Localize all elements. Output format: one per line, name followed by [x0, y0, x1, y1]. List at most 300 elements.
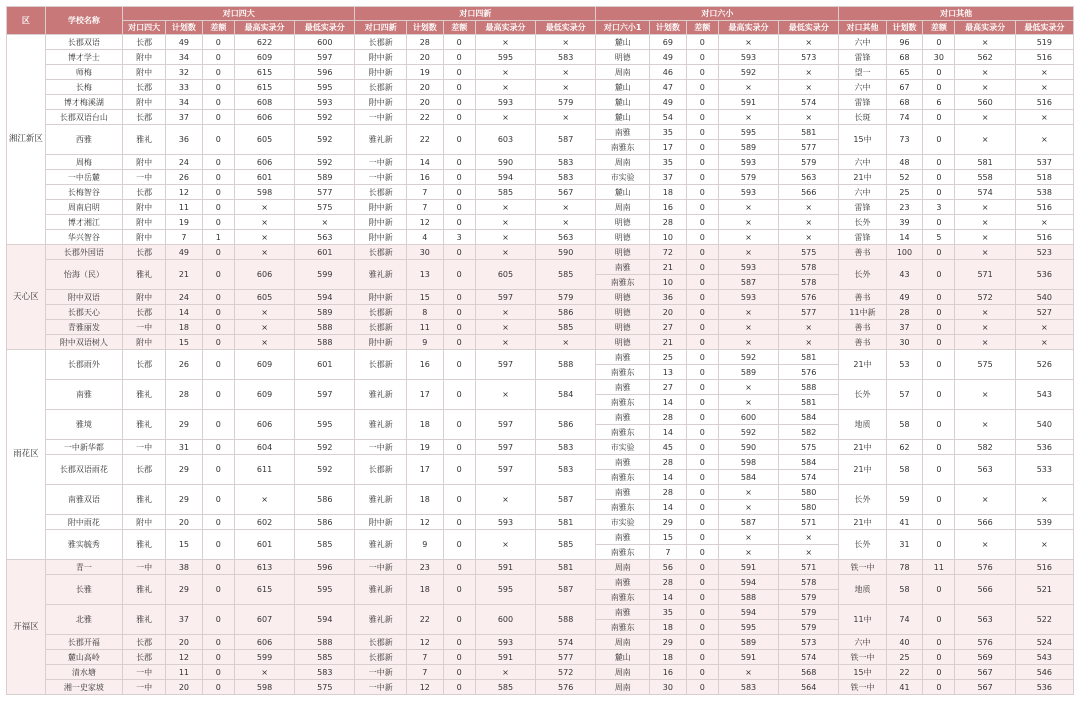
- score-cell: 附中新: [355, 65, 407, 80]
- score-cell: 21中: [839, 350, 886, 380]
- score-cell: 600: [295, 35, 355, 50]
- score-cell: 68: [886, 50, 923, 65]
- score-cell: 575: [779, 245, 839, 260]
- score-cell: 30: [650, 680, 687, 695]
- score-cell: 一中新: [355, 440, 407, 455]
- school-name-cell: 长梅智谷: [45, 185, 122, 200]
- header-cell: 最低实录分: [536, 21, 596, 35]
- score-cell: 27: [650, 380, 687, 395]
- score-cell: 593: [718, 260, 778, 275]
- table-row: [7, 350, 1074, 365]
- score-cell: 536: [1015, 680, 1073, 695]
- score-cell: 15中: [839, 125, 886, 155]
- score-cell: 0: [686, 200, 718, 215]
- score-cell: 596: [295, 560, 355, 575]
- score-cell: 594: [718, 605, 778, 620]
- score-cell: 46: [650, 65, 687, 80]
- score-cell: 599: [295, 260, 355, 290]
- score-cell: 0: [686, 560, 718, 575]
- header-row-top: [7, 7, 1074, 21]
- score-cell: 0: [443, 125, 475, 155]
- score-cell: 25: [886, 185, 923, 200]
- score-cell: 584: [536, 380, 596, 410]
- score-cell: 10: [650, 275, 687, 290]
- score-cell: ×: [955, 65, 1015, 80]
- score-cell: 0: [202, 290, 234, 305]
- score-cell: 雅礼新: [355, 410, 407, 440]
- score-cell: 长郡: [123, 80, 166, 95]
- score-cell: 一中新: [355, 155, 407, 170]
- score-cell: 49: [650, 50, 687, 65]
- score-cell: 605: [234, 290, 294, 305]
- score-cell: 0: [202, 200, 234, 215]
- score-cell: 588: [295, 335, 355, 350]
- score-cell: ×: [234, 320, 294, 335]
- score-cell: 六中: [839, 35, 886, 50]
- score-cell: 长郡新: [355, 350, 407, 380]
- score-cell: 25: [650, 350, 687, 365]
- school-name-cell: 周梅: [45, 155, 122, 170]
- score-cell: ×: [475, 485, 535, 515]
- score-cell: 576: [779, 365, 839, 380]
- score-cell: 595: [475, 50, 535, 65]
- school-name-cell: 长郡双语台山: [45, 110, 122, 125]
- score-cell: 0: [443, 305, 475, 320]
- score-cell: 0: [686, 320, 718, 335]
- score-cell: 0: [923, 605, 955, 635]
- score-cell: 574: [955, 185, 1015, 200]
- score-cell: 0: [202, 125, 234, 155]
- score-cell: 37: [886, 320, 923, 335]
- score-cell: ×: [234, 215, 294, 230]
- district-cell: 湘江新区: [7, 35, 46, 245]
- header-group-other: 对口其他: [839, 7, 1074, 21]
- score-cell: 20: [650, 305, 687, 320]
- score-cell: 583: [536, 170, 596, 185]
- score-cell: 0: [686, 365, 718, 380]
- school-name-cell: 长郡开福: [45, 635, 122, 650]
- score-cell: ×: [234, 230, 294, 245]
- score-cell: 0: [443, 290, 475, 305]
- score-cell: 20: [407, 50, 444, 65]
- score-cell: ×: [955, 200, 1015, 215]
- score-cell: 600: [475, 605, 535, 635]
- score-cell: 581: [536, 515, 596, 530]
- score-cell: 28: [650, 575, 687, 590]
- score-cell: 7: [407, 185, 444, 200]
- score-cell: ×: [234, 305, 294, 320]
- score-cell: 589: [718, 365, 778, 380]
- score-cell: 11: [407, 320, 444, 335]
- score-cell: ×: [1015, 320, 1073, 335]
- score-cell: ×: [718, 665, 778, 680]
- score-cell: 579: [718, 170, 778, 185]
- score-cell: 0: [923, 410, 955, 440]
- score-cell: 587: [536, 485, 596, 515]
- score-cell: 20: [407, 95, 444, 110]
- score-cell: 0: [202, 65, 234, 80]
- score-cell: 长郡新: [355, 455, 407, 485]
- score-cell: 586: [295, 515, 355, 530]
- table-row: [7, 65, 1074, 80]
- score-cell: 长郡新: [355, 35, 407, 50]
- score-cell: 善书: [839, 335, 886, 350]
- score-cell: 592: [295, 155, 355, 170]
- score-cell: 明德: [596, 245, 650, 260]
- score-cell: ×: [1015, 65, 1073, 80]
- score-cell: 18: [166, 320, 203, 335]
- table-row: [7, 380, 1074, 395]
- score-cell: 周南: [596, 680, 650, 695]
- score-cell: 南雅: [596, 530, 650, 545]
- score-cell: 市实验: [596, 515, 650, 530]
- score-cell: 12: [166, 650, 203, 665]
- score-cell: 0: [443, 50, 475, 65]
- score-cell: 15: [407, 290, 444, 305]
- score-cell: 601: [295, 245, 355, 260]
- score-cell: 0: [202, 560, 234, 575]
- score-cell: 566: [955, 575, 1015, 605]
- score-cell: 0: [923, 575, 955, 605]
- score-cell: 52: [886, 170, 923, 185]
- score-cell: 58: [886, 575, 923, 605]
- score-cell: 74: [886, 605, 923, 635]
- score-cell: 593: [718, 185, 778, 200]
- score-cell: ×: [234, 335, 294, 350]
- table-header: [7, 7, 1074, 35]
- score-cell: 543: [1015, 380, 1073, 410]
- score-cell: 0: [686, 680, 718, 695]
- score-cell: ×: [718, 305, 778, 320]
- table-row: [7, 110, 1074, 125]
- score-cell: 0: [443, 35, 475, 50]
- school-name-cell: 麓山高岭: [45, 650, 122, 665]
- score-cell: 100: [886, 245, 923, 260]
- score-cell: 0: [443, 260, 475, 290]
- score-cell: 0: [202, 185, 234, 200]
- score-cell: 长郡新: [355, 305, 407, 320]
- score-cell: 609: [234, 350, 294, 380]
- header-row-sub: [7, 21, 1074, 35]
- school-name-cell: 博才湘江: [45, 215, 122, 230]
- score-cell: 574: [779, 470, 839, 485]
- score-cell: 35: [650, 605, 687, 620]
- score-cell: 28: [166, 380, 203, 410]
- score-cell: 562: [955, 50, 1015, 65]
- score-cell: 7: [166, 230, 203, 245]
- score-cell: ×: [718, 335, 778, 350]
- table-row: [7, 185, 1074, 200]
- score-cell: 11: [166, 200, 203, 215]
- header-cell: 计划数: [166, 21, 203, 35]
- score-cell: 583: [536, 155, 596, 170]
- score-cell: 0: [202, 320, 234, 335]
- score-cell: 49: [166, 245, 203, 260]
- score-cell: 563: [536, 230, 596, 245]
- score-cell: 595: [475, 575, 535, 605]
- score-cell: 0: [923, 650, 955, 665]
- school-name-cell: 南雅双语: [45, 485, 122, 515]
- score-cell: 581: [779, 125, 839, 140]
- score-cell: 585: [536, 530, 596, 560]
- school-name-cell: 南雅: [45, 380, 122, 410]
- score-cell: ×: [1015, 335, 1073, 350]
- score-cell: 577: [295, 185, 355, 200]
- score-cell: 0: [443, 665, 475, 680]
- score-cell: 593: [718, 50, 778, 65]
- score-cell: 540: [1015, 410, 1073, 440]
- score-cell: 516: [1015, 560, 1073, 575]
- score-cell: 78: [886, 560, 923, 575]
- score-cell: 587: [536, 575, 596, 605]
- score-cell: 0: [202, 665, 234, 680]
- score-cell: 雅礼: [123, 575, 166, 605]
- score-cell: 12: [407, 635, 444, 650]
- score-cell: 615: [234, 575, 294, 605]
- score-cell: 579: [779, 620, 839, 635]
- score-cell: 579: [779, 605, 839, 620]
- score-cell: 611: [234, 455, 294, 485]
- score-cell: 597: [295, 50, 355, 65]
- score-cell: ×: [295, 215, 355, 230]
- score-cell: 21: [166, 260, 203, 290]
- score-cell: 0: [443, 440, 475, 455]
- admission-table-container: [6, 6, 1074, 695]
- table-row: [7, 50, 1074, 65]
- table-row: [7, 230, 1074, 245]
- score-cell: ×: [718, 230, 778, 245]
- score-cell: 538: [1015, 185, 1073, 200]
- score-cell: 574: [779, 650, 839, 665]
- score-cell: 598: [234, 185, 294, 200]
- score-cell: 594: [475, 170, 535, 185]
- score-cell: 雅礼: [123, 260, 166, 290]
- score-cell: 0: [202, 605, 234, 635]
- score-cell: 576: [955, 560, 1015, 575]
- score-cell: 南雅东: [596, 365, 650, 380]
- score-cell: 一中: [123, 320, 166, 335]
- score-cell: ×: [718, 380, 778, 395]
- score-cell: 附中: [123, 335, 166, 350]
- score-cell: 11中: [839, 605, 886, 635]
- score-cell: 580: [779, 485, 839, 500]
- score-cell: 28: [650, 485, 687, 500]
- score-cell: 0: [443, 680, 475, 695]
- score-cell: 68: [886, 95, 923, 110]
- score-cell: 雅礼: [123, 125, 166, 155]
- score-cell: 0: [923, 290, 955, 305]
- score-cell: 589: [718, 140, 778, 155]
- score-cell: ×: [1015, 530, 1073, 560]
- score-cell: 0: [443, 185, 475, 200]
- score-cell: 14: [407, 155, 444, 170]
- score-cell: 0: [686, 80, 718, 95]
- score-cell: 69: [650, 35, 687, 50]
- score-cell: 六中: [839, 185, 886, 200]
- score-cell: 0: [202, 455, 234, 485]
- score-cell: 7: [650, 545, 687, 560]
- score-cell: ×: [955, 335, 1015, 350]
- score-cell: 附中: [123, 515, 166, 530]
- score-cell: 0: [202, 530, 234, 560]
- score-cell: 573: [779, 635, 839, 650]
- score-cell: ×: [955, 530, 1015, 560]
- score-cell: 23: [886, 200, 923, 215]
- score-cell: 598: [718, 455, 778, 470]
- score-cell: ×: [955, 35, 1015, 50]
- score-cell: 592: [295, 125, 355, 155]
- score-cell: 560: [955, 95, 1015, 110]
- score-cell: 0: [202, 110, 234, 125]
- score-cell: 0: [923, 155, 955, 170]
- score-cell: 0: [202, 80, 234, 95]
- score-cell: 一中: [123, 440, 166, 455]
- score-cell: 20: [407, 80, 444, 95]
- score-cell: 22: [886, 665, 923, 680]
- score-cell: 9: [407, 335, 444, 350]
- score-cell: 18: [407, 575, 444, 605]
- score-cell: 578: [779, 260, 839, 275]
- score-cell: 26: [166, 350, 203, 380]
- score-cell: 0: [202, 245, 234, 260]
- table-row: [7, 335, 1074, 350]
- score-cell: 0: [443, 650, 475, 665]
- score-cell: 20: [166, 515, 203, 530]
- school-name-cell: 长郡外国语: [45, 245, 122, 260]
- score-cell: 一中新: [355, 560, 407, 575]
- score-cell: 585: [536, 320, 596, 335]
- score-cell: 36: [166, 125, 203, 155]
- score-cell: 南雅: [596, 575, 650, 590]
- score-cell: 19: [407, 65, 444, 80]
- score-cell: 17: [407, 380, 444, 410]
- score-cell: 578: [779, 275, 839, 290]
- school-name-cell: 清水塘: [45, 665, 122, 680]
- score-cell: 0: [443, 380, 475, 410]
- score-cell: 0: [923, 35, 955, 50]
- table-row: [7, 80, 1074, 95]
- score-cell: 长外: [839, 485, 886, 515]
- score-cell: 615: [234, 80, 294, 95]
- score-cell: 6: [923, 95, 955, 110]
- score-cell: 一中: [123, 560, 166, 575]
- school-name-cell: 长郡雨外: [45, 350, 122, 380]
- score-cell: 0: [202, 680, 234, 695]
- school-name-cell: 北雅: [45, 605, 122, 635]
- score-cell: 0: [686, 575, 718, 590]
- score-cell: ×: [234, 200, 294, 215]
- school-name-cell: 附中双语: [45, 290, 122, 305]
- score-cell: 62: [886, 440, 923, 455]
- score-cell: 536: [1015, 260, 1073, 290]
- score-cell: 592: [718, 425, 778, 440]
- school-name-cell: 博才学士: [45, 50, 122, 65]
- score-cell: 593: [718, 290, 778, 305]
- score-cell: 0: [686, 470, 718, 485]
- score-cell: 长郡: [123, 110, 166, 125]
- score-cell: 雅礼新: [355, 485, 407, 515]
- score-cell: 11: [166, 665, 203, 680]
- score-cell: 明德: [596, 335, 650, 350]
- score-cell: 南雅东: [596, 590, 650, 605]
- score-cell: 0: [923, 215, 955, 230]
- score-cell: ×: [779, 320, 839, 335]
- score-cell: 13: [650, 365, 687, 380]
- score-cell: 588: [295, 635, 355, 650]
- score-cell: 588: [779, 380, 839, 395]
- score-cell: 明德: [596, 50, 650, 65]
- score-cell: 595: [295, 80, 355, 95]
- score-cell: 0: [443, 335, 475, 350]
- table-row: [7, 635, 1074, 650]
- score-cell: 0: [686, 290, 718, 305]
- score-cell: 0: [202, 650, 234, 665]
- score-cell: 592: [718, 65, 778, 80]
- score-cell: 20: [166, 680, 203, 695]
- score-cell: 附中新: [355, 50, 407, 65]
- score-cell: 0: [443, 530, 475, 560]
- score-cell: 563: [779, 170, 839, 185]
- score-cell: 595: [718, 620, 778, 635]
- table-row: [7, 605, 1074, 620]
- score-cell: 522: [1015, 605, 1073, 635]
- score-cell: 573: [779, 50, 839, 65]
- score-cell: 0: [686, 410, 718, 425]
- score-cell: ×: [536, 65, 596, 80]
- score-cell: 13: [407, 260, 444, 290]
- score-cell: 一中新: [355, 170, 407, 185]
- score-cell: 长郡新: [355, 650, 407, 665]
- score-cell: 长郡新: [355, 635, 407, 650]
- score-cell: ×: [718, 500, 778, 515]
- header-district: 区: [7, 7, 46, 35]
- score-cell: 605: [234, 125, 294, 155]
- score-cell: 18: [650, 650, 687, 665]
- score-cell: 0: [686, 635, 718, 650]
- score-cell: 605: [475, 260, 535, 290]
- score-cell: 长郡新: [355, 185, 407, 200]
- score-cell: 588: [295, 320, 355, 335]
- score-cell: 附中新: [355, 230, 407, 245]
- score-cell: 0: [686, 485, 718, 500]
- score-cell: 606: [234, 155, 294, 170]
- score-cell: 26: [166, 170, 203, 185]
- score-cell: 0: [923, 680, 955, 695]
- score-cell: ×: [718, 35, 778, 50]
- school-name-cell: 雅境: [45, 410, 122, 440]
- score-cell: 雅礼新: [355, 575, 407, 605]
- score-cell: 568: [779, 665, 839, 680]
- table-row: [7, 575, 1074, 590]
- score-cell: 一中: [123, 170, 166, 185]
- score-cell: 0: [923, 320, 955, 335]
- score-cell: 附中新: [355, 335, 407, 350]
- score-cell: 563: [295, 230, 355, 245]
- score-cell: ×: [779, 530, 839, 545]
- score-cell: 608: [234, 95, 294, 110]
- score-cell: ×: [955, 230, 1015, 245]
- score-cell: 雷锋: [839, 200, 886, 215]
- score-cell: 雅礼新: [355, 125, 407, 155]
- score-cell: ×: [536, 110, 596, 125]
- score-cell: 0: [202, 575, 234, 605]
- score-cell: 南雅东: [596, 140, 650, 155]
- score-cell: 585: [475, 680, 535, 695]
- score-cell: 18: [407, 410, 444, 440]
- score-cell: 长郡: [123, 35, 166, 50]
- score-cell: ×: [475, 305, 535, 320]
- table-row: [7, 260, 1074, 275]
